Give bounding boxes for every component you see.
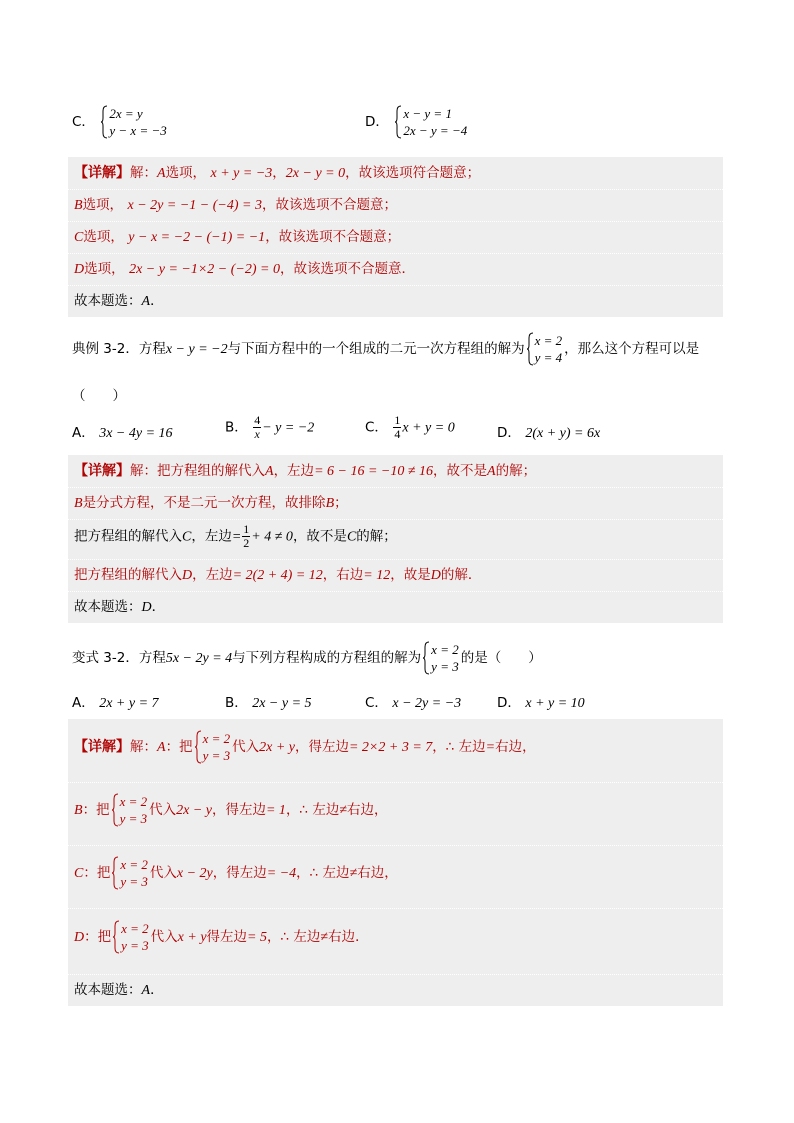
solution-1-line-1: 【详解】解：A选项， x + y = −3，2x − y = 0，故该选项符合题意； (74, 165, 481, 181)
solution-1-line-2: B选项， x − 2y = −1 − (−4) = 3，故该选项不合题意； (74, 197, 397, 213)
solution-1-line-3: C选项， y − x = −2 − (−1) = −1，故该选项不合题意； (74, 229, 401, 245)
substitution-system: x = 2 y = 3 (113, 920, 149, 954)
solution-block-2 (68, 455, 723, 623)
option-a: A． 3x − 4y = 16 (72, 425, 173, 441)
equation-system-c: 2x = y y − x = −3 (101, 105, 166, 139)
solution-1-answer: 故本题选：A． (74, 293, 164, 309)
solution-3-line-3: C：把 x = 2 y = 3 代入x − 2y，得左边= −4，∴ 左边≠右边， (74, 857, 398, 889)
solution-2-line-4: 把方程组的解代入D，左边= 2(2 + 4) = 12，右边= 12，故是D的解． (74, 567, 482, 583)
answer-paren: （ ） (72, 388, 126, 404)
solution-system-2: x = 2 y = 3 (423, 641, 459, 675)
solution-block-1 (68, 157, 723, 317)
equation-system-d: x − y = 1 2x − y = −4 (395, 105, 467, 139)
option-d: D． 2(x + y) = 6x (497, 425, 601, 441)
solution-3-line-2: B：把 x = 2 y = 3 代入2x − y，得左边= 1，∴ 左边≠右边， (74, 794, 388, 826)
solution-2-line-2: B是分式方程，不是二元一次方程，故排除B； (74, 495, 348, 511)
substitution-system: x = 2 y = 3 (112, 793, 148, 827)
option-d-prev: D． x − y = 1 2x − y = −4 (365, 106, 468, 138)
solution-system: x = 2 y = 4 (527, 332, 563, 366)
solution-2-line-1: 【详解】解：把方程组的解代入A，左边= 6 − 16 = −10 ≠ 16，故不是A的解； (74, 463, 537, 479)
solution-2-answer: 故本题选：D． (74, 599, 166, 615)
question-variant-3-2: 变式 3-2．方程5x − 2y = 4与下列方程构成的方程组的解为 x = 2 y = 3 的是（ ） (72, 642, 542, 674)
option-b-2: B． 2x − y = 5 (225, 695, 312, 711)
question-example-3-2: 典例 3-2．方程x − y = −2与下面方程中的一个组成的二元一次方程组的解为 x = 2 y = 4 ，那么这个方程可以是 (72, 333, 700, 365)
option-b: B． $\frac{4}{x}$ − y = −2 (225, 413, 315, 441)
solution-2-line-3: 把方程组的解代入C，左边= $\frac{1}{2}$ + 4 ≠ 0，故不是C的解； (74, 522, 397, 550)
option-c: C． $\frac{1}{4}$ x + y = 0 (365, 413, 455, 441)
option-c-prev: C． 2x = y y − x = −3 (72, 106, 167, 138)
solution-3-line-4: D：把 x = 2 y = 3 代入x + y得左边= 5，∴ 左边≠右边． (74, 921, 369, 953)
option-d-2: D． x + y = 10 (497, 695, 585, 711)
solution-1-line-4: D选项， 2x − y = −1×2 − (−2) = 0，故该选项不合题意． (74, 261, 415, 277)
substitution-system: x = 2 y = 3 (112, 856, 148, 890)
solution-3-line-1: 【详解】解：A：把 x = 2 y = 3 代入2x + y，得左边= 2×2 + 3 = 7，∴ 左边=右边， (74, 731, 536, 763)
substitution-system: x = 2 y = 3 (195, 730, 231, 764)
solution-3-answer: 故本题选：A． (74, 982, 164, 998)
option-c-2: C． x − 2y = −3 (365, 695, 462, 711)
solution-block-3 (68, 719, 723, 1006)
option-a-2: A． 2x + y = 7 (72, 695, 159, 711)
